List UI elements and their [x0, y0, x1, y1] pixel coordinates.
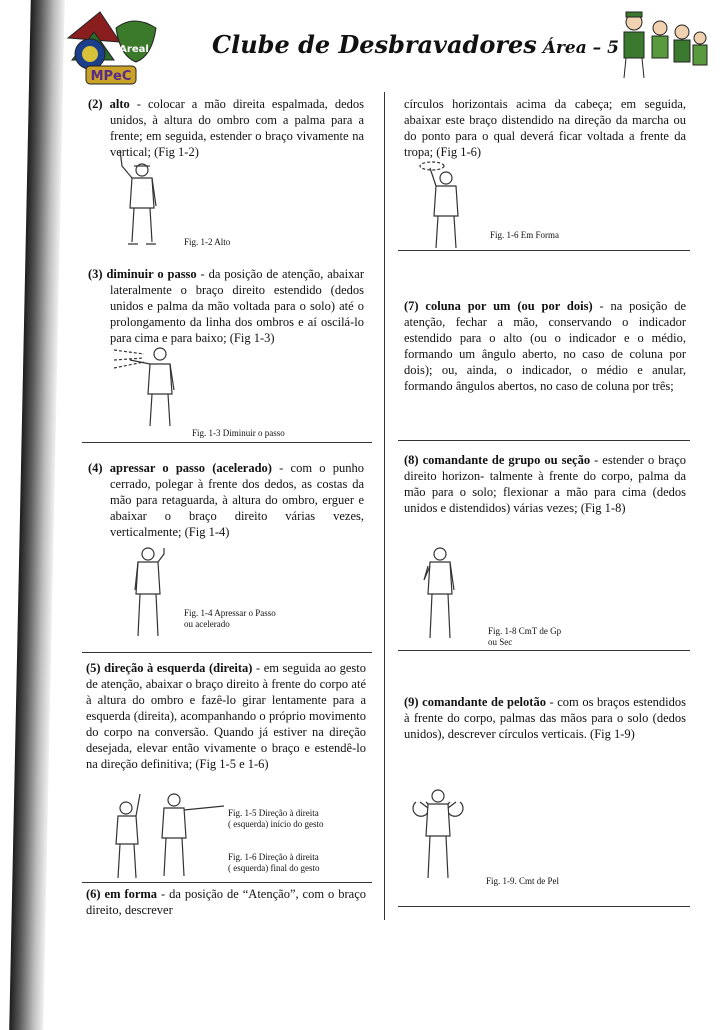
logo-text-areal: Areal — [119, 44, 149, 55]
caption-fig-1-8-line-1: Fig. 1-8 CmT de Gp — [488, 626, 562, 636]
section-7-heading: (7) coluna por um (ou por dois) — [404, 299, 593, 313]
section-4-heading: (4) apressar o passo (acelerado) — [88, 461, 272, 475]
left-column-s4 — [88, 460, 364, 540]
section-6-continuation: círculos horizontais acima da cabeça; em seguida, abaixar este braço distendido na direção da marcha ou do ponto para o qual deverá ficar voltada a frente da tropa; (Fig 1-6) — [404, 97, 686, 159]
right-column-s9 — [404, 694, 686, 742]
caption-fig-1-5 — [228, 808, 323, 830]
caption-fig-1-6-forma: Fig. 1-6 Em Forma — [490, 230, 559, 240]
caption-fig-1-3: Fig. 1-3 Diminuir o passo — [192, 428, 285, 438]
page-title — [212, 30, 619, 59]
section-8-comandante-grupo — [404, 452, 686, 516]
section-5-direcao — [86, 660, 366, 772]
section-6-body: - da posição de “Atenção”, com o braço direito, descrever — [86, 887, 366, 917]
section-4-apressar — [88, 460, 364, 540]
section-2-body: - colocar a mão direita espalmada, dedos unidos, à altura do ombro com a palma para a frente; em seguida, estender o braço vivamente na vertical; (Fig 1-2) — [110, 97, 364, 159]
section-3-diminuir — [88, 266, 364, 346]
caption-fig-1-4-line-1: Fig. 1-4 Apressar o Passo — [184, 608, 276, 618]
separator-r4 — [398, 906, 690, 907]
caption-fig-1-5-line-1: Fig. 1-5 Direção à direita — [228, 808, 319, 818]
title-main: Clube de Desbravadores — [212, 30, 537, 59]
left-column-s3 — [88, 266, 364, 346]
section-9-comandante-pelotao — [404, 694, 686, 742]
right-column-s7 — [404, 298, 686, 394]
left-column-s5 — [86, 660, 366, 772]
separator-3 — [82, 882, 372, 883]
logo-text-mpec: MPeC — [90, 69, 132, 84]
caption-fig-1-8-line-2: ou Sec — [488, 637, 513, 647]
right-column — [404, 96, 686, 160]
section-8-heading: (8) comandante de grupo ou seção — [404, 453, 591, 467]
pathfinder-group-illustration — [612, 6, 712, 82]
figure-1-8-soldier-group-commander — [412, 544, 472, 644]
separator-1 — [82, 442, 372, 443]
left-column-s6 — [86, 886, 366, 918]
section-6-em-forma — [86, 886, 366, 918]
figure-1-2-soldier-halt — [108, 148, 178, 248]
figure-1-6-soldier-em-forma — [410, 154, 480, 254]
caption-fig-1-6-dir-line-1: Fig. 1-6 Direção à direita — [228, 852, 319, 862]
figure-1-9-soldier-platoon-commander — [408, 784, 478, 884]
caption-fig-1-8 — [488, 626, 561, 648]
club-logo — [60, 8, 180, 88]
section-6-heading: (6) em forma — [86, 887, 158, 901]
section-8-body: - estender o braço direito horizon- talmente à frente do corpo, palma da mão para o solo; flexionar a mão para cima (dedos unidos e distendidos) várias vezes; (Fig 1-8) — [404, 453, 686, 515]
section-3-body: - da posição de atenção, abaixar lateralmente o braço direito estendido (dedos unidos e palma da mão voltada para o solo) até o prolongamento da linha dos ombros e aí oscilá-lo para cima e para baixo; (Fig 1-3) — [110, 267, 364, 345]
caption-fig-1-2: Fig. 1-2 Alto — [184, 237, 231, 247]
section-7-body: - na posição de atenção, fechar a mão, conservando o indicador estendido para o alto (ou o indicador e o médio, formando um ângulo aberto, no caso de coluna por dois); ou, ainda, o indicador, o médio e anular, formando ângulos abertos, no caso de coluna por três; — [404, 299, 686, 393]
caption-fig-1-6-dir — [228, 852, 319, 874]
caption-fig-1-9: Fig. 1-9. Cmt de Pel — [486, 876, 560, 886]
separator-r3 — [398, 650, 690, 651]
caption-fig-1-4-line-2: ou acelerado — [184, 619, 230, 629]
section-2-heading: (2) alto — [88, 97, 130, 111]
section-7-coluna — [404, 298, 686, 394]
page-header — [0, 0, 728, 86]
figure-1-4-soldier-quick-pace — [124, 544, 174, 642]
column-divider — [384, 92, 385, 920]
section-5-body: - em seguida ao gesto de atenção, abaixar o braço direito à frente do corpo até à altura do ombro e fazê-lo girar lentamente para a esquerda (direita), acompanhando o próprio movimento do corpo na conversão. Quando já estiver na direção desejada, elevar então vivamente o braço e estendê-lo na direção definitiva; (Fig 1-5 e 1-6) — [86, 661, 366, 771]
caption-fig-1-5-line-2: ( esquerda) início do gesto — [228, 819, 324, 829]
section-4-body: - com o punho cerrado, polegar à frente dos dedos, as costas da mão para retaguarda, à altura do ombro, erguer e abaixar o braço direito várias vezes, verticalmente; (Fig 1-4) — [110, 461, 365, 539]
figure-1-5-1-6-soldiers-direction — [108, 786, 228, 882]
separator-r2 — [398, 440, 690, 441]
section-9-heading: (9) comandante de pelotão — [404, 695, 546, 709]
section-3-heading: (3) diminuir o passo — [88, 267, 197, 281]
caption-fig-1-4 — [184, 608, 276, 630]
right-column-s8 — [404, 452, 686, 516]
figure-1-3-soldier-slow-pace — [110, 340, 190, 432]
caption-fig-1-6-dir-line-2: ( esquerda) final do gesto — [228, 863, 320, 873]
binder-strip — [9, 0, 65, 1030]
section-5-heading: (5) direção à esquerda (direita) — [86, 661, 253, 675]
title-area: Área – 5 — [542, 38, 619, 58]
section-9-body: - com os braços estendidos à frente do corpo, palmas das mãos para o solo (dedos unidos), descrever círculos verticais. (Fig 1-9) — [404, 695, 686, 741]
separator-r1 — [398, 250, 690, 251]
separator-2 — [82, 652, 372, 653]
